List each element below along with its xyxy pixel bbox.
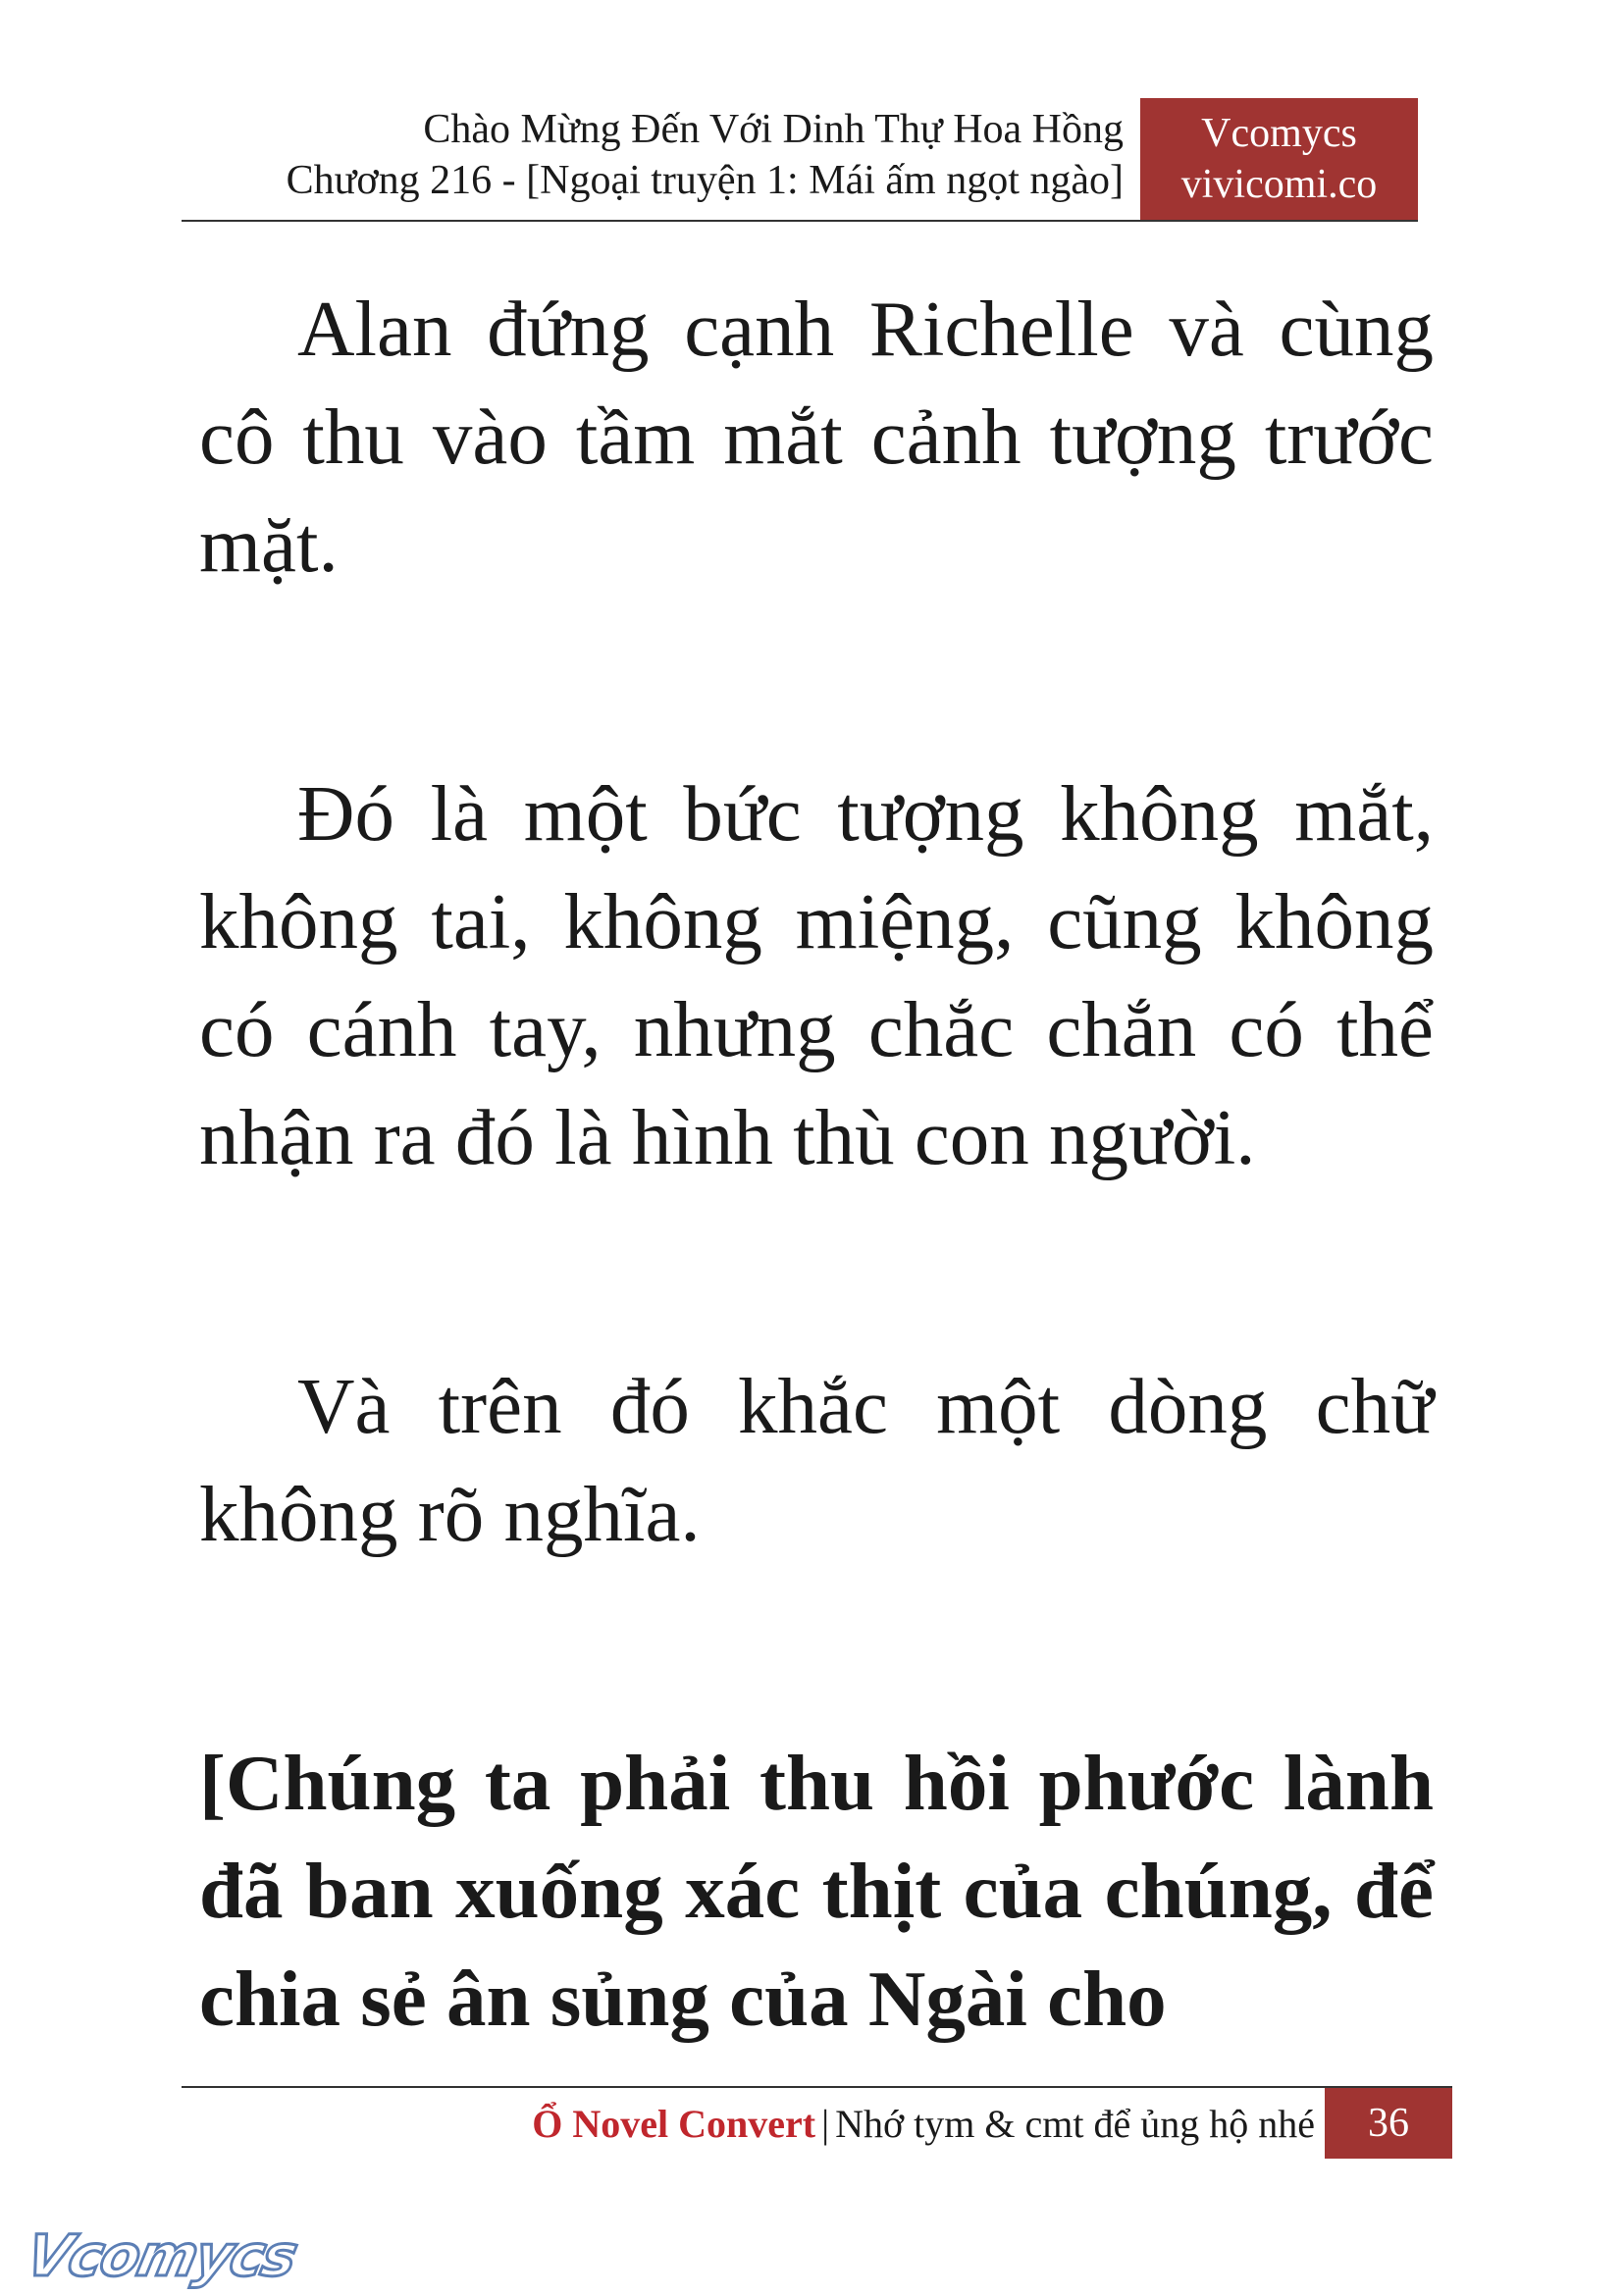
paragraph: Đó là một bức tượng không mắt, không tai, không miệng, cũng không có cánh tay, nhưng chắc chắn có thể nhận ra đó là hình thù con người. [199,769,1434,1181]
page-number: 36 [1325,2088,1452,2159]
paragraph: Alan đứng cạnh Richelle và cùng cô thu vào tầm mắt cảnh tượng trước mặt. [199,285,1434,589]
header-titles [287,104,1124,206]
brand-name: Vcomycs [1201,111,1357,156]
watermark-logo: Vcomycs [20,2222,302,2289]
page-header [182,98,1418,222]
footer-separator: | [821,2102,830,2146]
footer-message: Nhớ tym & cmt để ủng hộ nhé [835,2102,1315,2146]
page-content [199,275,1434,2053]
chapter-title: Chương 216 - [Ngoại truyện 1: Mái ấm ngọt ngào] [286,158,1124,203]
footer-brand: Ổ Novel Convert [532,2102,816,2146]
bold-paragraph: [Chúng ta phải thu hồi phước lành đã ban xuống xác thịt của chúng, để chia sẻ ân sủng của Ngài cho [199,1739,1434,2043]
footer-text [532,2100,1315,2149]
brand-site: vivicomi.co [1180,162,1378,207]
novel-title: Chào Mừng Đến Với Dinh Thự Hoa Hồng [423,107,1124,152]
header-brand-box [1140,98,1418,220]
page-footer [182,2086,1452,2161]
paragraph: Và trên đó khắc một dòng chữ không rõ nghĩa. [199,1362,1434,1558]
